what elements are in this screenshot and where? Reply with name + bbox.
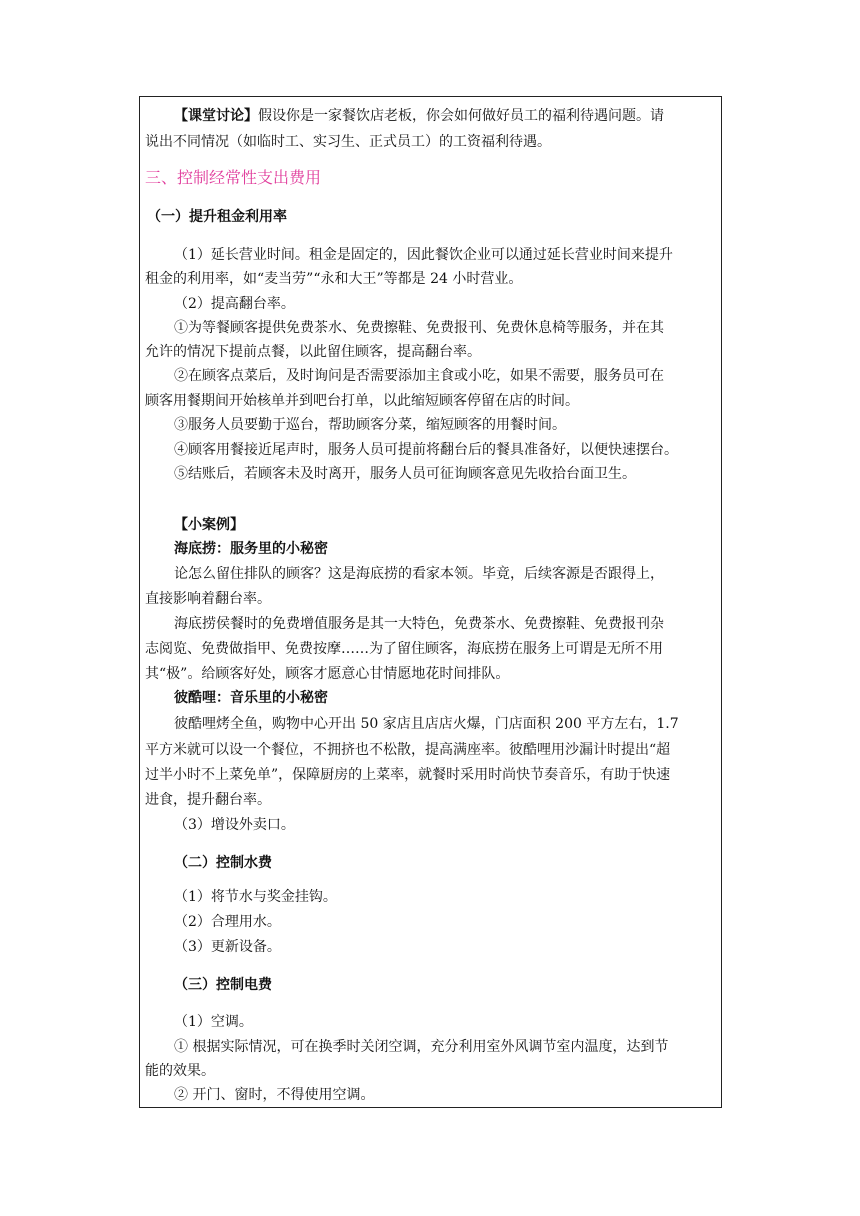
list-item: ⑤结账后，若顾客未及时离开，服务人员可征询顾客意见先收拾台面卫生。 (174, 466, 636, 482)
paragraph-line: （3）增设外卖口。 (174, 817, 295, 833)
subsection-title-electricity: （三）控制电费 (174, 977, 272, 993)
paragraph-line: 直接影响着翻台率。 (145, 591, 271, 607)
list-item: （1）空调。 (174, 1014, 253, 1030)
paragraph-line: （1）延长营业时间。租金是固定的，因此餐饮企业可以通过延长营业时间来提升 (174, 247, 673, 263)
subsection-title-rent: （一）提升租金利用率 (147, 209, 287, 225)
paragraph-line: 海底捞侯餐时的免费增值服务是其一大特色，免费茶水、免费擦鞋、免费报刊杂 (174, 616, 664, 632)
paragraph-line: 彼酷哩烤全鱼，购物中心开出 50 家店且店店火爆，门店面积 200 平方左右，1.7 (174, 716, 679, 732)
discussion-text-2: 说出不同情况（如临时工、实习生、正式员工）的工资福利待遇。 (145, 134, 551, 150)
list-item: ③服务人员要勤于巡台，帮助顾客分菜，缩短顾客的用餐时间。 (174, 417, 566, 433)
section-heading: 三、控制经常性支出费用 (145, 168, 322, 187)
paragraph-line: 志阅览、免费做指甲、免费按摩……为了留住顾客，海底捞在服务上可谓是无所不用 (145, 641, 663, 657)
case-tag: 【小案例】 (174, 517, 244, 533)
paragraph-line: 其“极”。给顾客好处，顾客才愿意心甘情愿地花时间排队。 (145, 666, 510, 682)
list-item: 顾客用餐期间开始核单并到吧台打单，以此缩短顾客停留在店的时间。 (145, 393, 579, 409)
list-item: ②在顾客点菜后，及时询问是否需要添加主食或小吃，如果不需要，服务员可在 (174, 368, 664, 384)
case-heading-haidilao: 海底捞：服务里的小秘密 (174, 541, 328, 557)
list-item: ① 根据实际情况，可在换季时关闭空调，充分利用室外风调节室内温度，达到节 (174, 1039, 669, 1055)
paragraph-line: 过半小时不上菜免单”，保障厨房的上菜率，就餐时采用时尚快节奏音乐，有助于快速 (145, 767, 671, 783)
case-heading-bikuli: 彼酷哩：音乐里的小秘密 (174, 690, 328, 706)
paragraph-line: （2）提高翻台率。 (174, 296, 295, 312)
list-item: （3）更新设备。 (174, 939, 281, 955)
list-item: ①为等餐顾客提供免费茶水、免费擦鞋、免费报刊、免费休息椅等服务，并在其 (174, 320, 664, 336)
paragraph-line: 平方米就可以设一个餐位，不拥挤也不松散，提高满座率。彼酷哩用沙漏计时提出“超 (145, 742, 671, 758)
list-item: ② 开门、窗时，不得使用空调。 (174, 1087, 375, 1103)
list-item: （2）合理用水。 (174, 914, 281, 930)
paragraph-line: 论怎么留住排队的顾客？这是海底捞的看家本领。毕竟，后续客源是否跟得上， (174, 566, 664, 582)
list-item: （1）将节水与奖金挂钩。 (174, 889, 337, 905)
list-item: 允许的情况下提前点餐，以此留住顾客，提高翻台率。 (145, 344, 481, 360)
paragraph-line: 租金的利用率，如“麦当劳”“永和大王”等都是 24 小时营业。 (145, 271, 523, 287)
discussion-text-1: 假设你是一家餐饮店老板，你会如何做好员工的福利待遇问题。请 (258, 108, 664, 124)
list-item: 能的效果。 (145, 1063, 215, 1079)
list-item: ④顾客用餐接近尾声时，服务人员可提前将翻台后的餐具准备好，以便快速摆台。 (174, 442, 678, 458)
subsection-title-water: （二）控制水费 (174, 855, 272, 871)
discussion-line-1 (174, 106, 749, 126)
paragraph-line: 进食，提升翻台率。 (145, 792, 271, 808)
discussion-tag: 【课堂讨论】 (174, 108, 258, 124)
